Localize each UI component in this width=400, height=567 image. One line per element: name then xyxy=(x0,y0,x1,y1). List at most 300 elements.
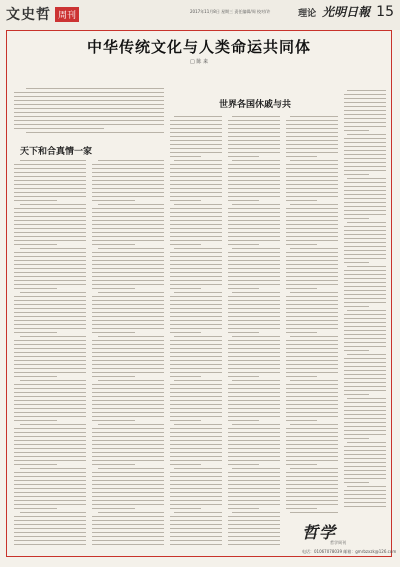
text-line xyxy=(286,256,338,257)
text-line xyxy=(344,246,386,247)
text-line xyxy=(344,210,386,211)
text-line xyxy=(344,270,386,271)
text-line xyxy=(170,536,222,537)
text-line xyxy=(170,360,222,361)
text-line xyxy=(170,480,222,481)
text-line xyxy=(286,344,338,345)
text-line xyxy=(286,300,338,301)
text-line xyxy=(228,352,280,353)
text-line xyxy=(92,508,135,509)
text-line xyxy=(228,464,259,465)
text-line xyxy=(92,332,135,333)
text-line xyxy=(92,208,164,209)
text-line xyxy=(92,356,164,357)
text-line xyxy=(170,168,222,169)
text-line xyxy=(92,180,164,181)
text-line xyxy=(92,388,164,389)
text-line xyxy=(344,142,386,143)
text-line xyxy=(344,122,386,123)
text-line xyxy=(170,388,222,389)
text-line xyxy=(170,448,222,449)
text-line xyxy=(14,436,86,437)
text-line xyxy=(92,396,164,397)
text-line xyxy=(14,344,86,345)
text-line xyxy=(170,400,222,401)
text-line xyxy=(286,384,338,385)
column-branding xyxy=(6,4,79,24)
text-line xyxy=(228,540,280,541)
text-line xyxy=(92,264,164,265)
text-line xyxy=(232,160,280,161)
text-line xyxy=(286,288,317,289)
text-line xyxy=(344,482,369,483)
text-line xyxy=(14,516,86,517)
text-line xyxy=(286,240,338,241)
text-line xyxy=(290,160,338,161)
text-line xyxy=(286,324,338,325)
text-line xyxy=(14,308,86,309)
text-line xyxy=(286,276,338,277)
text-line xyxy=(347,354,386,355)
text-line xyxy=(14,500,86,501)
text-line xyxy=(14,236,86,237)
text-line xyxy=(347,398,386,399)
column-sub-badge: 周刊 xyxy=(55,7,79,22)
text-line xyxy=(228,196,280,197)
text-line xyxy=(170,268,222,269)
text-line xyxy=(344,114,386,115)
text-line xyxy=(286,444,338,445)
text-line xyxy=(14,168,86,169)
text-line xyxy=(170,476,222,477)
text-line xyxy=(286,476,338,477)
text-line xyxy=(170,240,222,241)
text-line xyxy=(344,262,369,263)
text-line xyxy=(170,180,222,181)
text-line xyxy=(344,306,369,307)
text-line xyxy=(228,408,280,409)
text-line xyxy=(228,164,280,165)
text-line xyxy=(344,150,386,151)
text-line xyxy=(228,232,280,233)
text-line xyxy=(92,168,164,169)
text-line xyxy=(228,268,280,269)
text-line xyxy=(286,120,338,121)
text-line xyxy=(290,512,338,513)
text-line xyxy=(92,404,164,405)
text-line xyxy=(170,392,222,393)
text-line xyxy=(92,460,164,461)
text-line xyxy=(228,180,280,181)
text-line xyxy=(92,520,164,521)
text-line xyxy=(286,464,317,465)
text-line xyxy=(232,336,280,337)
text-line xyxy=(344,186,386,187)
text-line xyxy=(286,296,338,297)
text-line xyxy=(170,540,222,541)
text-line xyxy=(92,376,135,377)
text-line xyxy=(286,320,338,321)
text-line xyxy=(286,180,338,181)
text-line xyxy=(228,472,280,473)
text-line xyxy=(286,124,338,125)
page-header xyxy=(0,0,400,30)
text-line xyxy=(228,500,280,501)
text-line xyxy=(92,464,135,465)
text-line xyxy=(92,172,164,173)
text-line xyxy=(174,424,222,425)
text-line xyxy=(228,544,280,545)
text-line xyxy=(344,330,386,331)
text-line xyxy=(344,406,386,407)
text-line xyxy=(14,528,86,529)
text-line xyxy=(286,252,338,253)
text-line xyxy=(286,460,338,461)
text-line xyxy=(92,328,164,329)
text-line xyxy=(170,420,201,421)
text-line xyxy=(344,362,386,363)
subheading-left: 天下和合真情一家 xyxy=(20,147,93,157)
text-line xyxy=(174,160,222,161)
text-line xyxy=(344,414,386,415)
text-line xyxy=(344,498,386,499)
text-line xyxy=(290,424,338,425)
text-line xyxy=(232,424,280,425)
text-line xyxy=(170,320,222,321)
text-line xyxy=(232,116,280,117)
text-line xyxy=(347,178,386,179)
text-line xyxy=(290,116,338,117)
text-line xyxy=(170,508,201,509)
text-line xyxy=(170,304,222,305)
text-line xyxy=(170,344,222,345)
text-line xyxy=(344,346,386,347)
text-line xyxy=(170,224,222,225)
text-line xyxy=(170,216,222,217)
text-line xyxy=(344,138,386,139)
text-line xyxy=(92,212,164,213)
text-line xyxy=(286,328,338,329)
text-line xyxy=(170,212,222,213)
text-line xyxy=(92,352,164,353)
text-line xyxy=(344,302,386,303)
text-line xyxy=(344,378,386,379)
text-line xyxy=(170,256,222,257)
text-line xyxy=(232,468,280,469)
text-line xyxy=(92,200,135,201)
text-line xyxy=(228,404,280,405)
text-line xyxy=(14,412,86,413)
text-line xyxy=(228,276,280,277)
text-line xyxy=(14,184,86,185)
text-line xyxy=(286,428,338,429)
text-line xyxy=(228,364,280,365)
text-line xyxy=(170,164,222,165)
text-line xyxy=(228,460,280,461)
text-line xyxy=(14,452,86,453)
text-line xyxy=(286,264,338,265)
text-line xyxy=(344,506,386,507)
text-line xyxy=(344,230,386,231)
text-line xyxy=(344,358,386,359)
text-line xyxy=(286,456,338,457)
text-line xyxy=(14,116,164,117)
text-line xyxy=(344,126,386,127)
text-line xyxy=(286,436,338,437)
text-line xyxy=(286,168,338,169)
text-line xyxy=(14,408,86,409)
text-line xyxy=(14,440,86,441)
text-line xyxy=(92,488,164,489)
text-line xyxy=(286,192,338,193)
text-line xyxy=(228,400,280,401)
text-line xyxy=(92,528,164,529)
text-line xyxy=(347,310,386,311)
text-line xyxy=(92,340,164,341)
text-line xyxy=(170,524,222,525)
text-line xyxy=(228,144,280,145)
text-line xyxy=(170,452,222,453)
text-line xyxy=(170,472,222,473)
text-line xyxy=(170,236,222,237)
text-line xyxy=(344,426,386,427)
text-line xyxy=(170,328,222,329)
text-line xyxy=(286,172,338,173)
text-line xyxy=(26,132,164,133)
text-line xyxy=(228,344,280,345)
text-line xyxy=(14,216,86,217)
text-line xyxy=(228,448,280,449)
text-line xyxy=(228,280,280,281)
text-line xyxy=(344,278,386,279)
text-line xyxy=(286,208,338,209)
text-line xyxy=(170,340,222,341)
text-line xyxy=(228,304,280,305)
text-line xyxy=(92,444,164,445)
text-line xyxy=(14,456,86,457)
text-line xyxy=(286,368,338,369)
text-line xyxy=(228,384,280,385)
text-line xyxy=(174,248,222,249)
text-column-5 xyxy=(286,116,338,516)
text-line xyxy=(344,438,369,439)
text-line xyxy=(98,424,164,425)
text-line xyxy=(170,532,222,533)
text-line xyxy=(92,492,164,493)
text-line xyxy=(228,152,280,153)
text-line xyxy=(14,104,164,105)
text-line xyxy=(170,128,222,129)
text-line xyxy=(286,348,338,349)
text-line xyxy=(344,162,386,163)
text-line xyxy=(14,200,57,201)
page-number: 15 xyxy=(376,4,394,20)
text-line xyxy=(14,472,86,473)
text-line xyxy=(14,372,86,373)
text-line xyxy=(286,228,338,229)
text-line xyxy=(174,116,222,117)
text-line xyxy=(170,348,222,349)
text-line xyxy=(92,316,164,317)
text-line xyxy=(170,300,222,301)
text-line xyxy=(344,418,386,419)
text-line xyxy=(286,388,338,389)
text-line xyxy=(286,136,338,137)
text-line xyxy=(170,332,201,333)
text-line xyxy=(20,380,86,381)
text-line xyxy=(14,328,86,329)
text-line xyxy=(14,332,57,333)
text-line xyxy=(92,480,164,481)
text-line xyxy=(290,292,338,293)
text-line xyxy=(14,536,86,537)
text-line xyxy=(347,486,386,487)
text-line xyxy=(344,474,386,475)
text-line xyxy=(344,430,386,431)
text-line xyxy=(344,198,386,199)
text-line xyxy=(290,336,338,337)
text-line xyxy=(228,476,280,477)
text-line xyxy=(170,440,222,441)
text-line xyxy=(170,172,222,173)
text-line xyxy=(170,372,222,373)
text-line xyxy=(228,436,280,437)
text-line xyxy=(170,516,222,517)
text-line xyxy=(286,440,338,441)
text-line xyxy=(344,130,369,131)
text-line xyxy=(286,148,338,149)
text-line xyxy=(286,220,338,221)
text-line xyxy=(344,146,386,147)
text-line xyxy=(344,322,386,323)
text-line xyxy=(14,396,86,397)
text-line xyxy=(344,402,386,403)
text-line xyxy=(228,536,280,537)
text-line xyxy=(228,332,259,333)
text-line xyxy=(344,274,386,275)
text-line xyxy=(14,264,86,265)
text-line xyxy=(286,280,338,281)
text-line xyxy=(92,428,164,429)
text-line xyxy=(92,280,164,281)
text-line xyxy=(228,240,280,241)
text-line xyxy=(228,320,280,321)
text-line xyxy=(286,164,338,165)
text-line xyxy=(344,282,386,283)
text-line xyxy=(98,292,164,293)
text-line xyxy=(92,368,164,369)
text-line xyxy=(344,286,386,287)
text-line xyxy=(14,300,86,301)
text-line xyxy=(98,468,164,469)
text-line xyxy=(228,440,280,441)
text-line xyxy=(174,204,222,205)
text-line xyxy=(92,516,164,517)
text-line xyxy=(344,410,386,411)
text-line xyxy=(344,454,386,455)
text-line xyxy=(232,512,280,513)
text-line xyxy=(92,436,164,437)
text-line xyxy=(344,250,386,251)
text-line xyxy=(20,248,86,249)
text-line xyxy=(92,232,164,233)
text-line xyxy=(14,224,86,225)
text-line xyxy=(14,384,86,385)
text-line xyxy=(286,392,338,393)
text-line xyxy=(20,336,86,337)
text-line xyxy=(286,372,338,373)
text-line xyxy=(20,512,86,513)
text-line xyxy=(344,290,386,291)
text-line xyxy=(20,424,86,425)
text-line xyxy=(26,88,164,89)
text-line xyxy=(170,324,222,325)
text-line xyxy=(228,324,280,325)
text-line xyxy=(286,196,338,197)
text-line xyxy=(14,196,86,197)
text-line xyxy=(170,152,222,153)
text-line xyxy=(14,244,57,245)
text-line xyxy=(174,380,222,381)
text-line xyxy=(344,182,386,183)
text-line xyxy=(92,324,164,325)
text-line xyxy=(92,432,164,433)
text-line xyxy=(344,450,386,451)
text-line xyxy=(286,504,338,505)
text-line xyxy=(170,288,201,289)
text-line xyxy=(14,496,86,497)
text-line xyxy=(228,228,280,229)
text-line xyxy=(14,544,86,545)
text-line xyxy=(344,462,386,463)
text-line xyxy=(170,432,222,433)
text-line xyxy=(14,260,86,261)
text-line xyxy=(344,154,386,155)
text-line xyxy=(20,204,86,205)
text-line xyxy=(228,428,280,429)
text-line xyxy=(170,176,222,177)
text-line xyxy=(228,316,280,317)
text-line xyxy=(344,170,386,171)
text-line xyxy=(14,288,57,289)
text-line xyxy=(170,520,222,521)
text-line xyxy=(170,316,222,317)
text-line xyxy=(92,500,164,501)
text-line xyxy=(92,276,164,277)
text-line xyxy=(98,336,164,337)
text-line xyxy=(344,394,369,395)
text-line xyxy=(14,392,86,393)
text-line xyxy=(344,386,386,387)
text-line xyxy=(92,220,164,221)
text-line xyxy=(228,296,280,297)
text-line xyxy=(14,340,86,341)
text-line xyxy=(14,212,86,213)
text-line xyxy=(344,434,386,435)
text-line xyxy=(344,102,386,103)
text-line xyxy=(228,328,280,329)
text-line xyxy=(92,504,164,505)
text-line xyxy=(20,160,86,161)
text-line xyxy=(228,208,280,209)
text-line xyxy=(228,300,280,301)
text-line xyxy=(14,92,164,93)
text-line xyxy=(170,184,222,185)
text-line xyxy=(92,164,164,165)
text-line xyxy=(20,292,86,293)
text-line xyxy=(228,524,280,525)
text-line xyxy=(170,296,222,297)
